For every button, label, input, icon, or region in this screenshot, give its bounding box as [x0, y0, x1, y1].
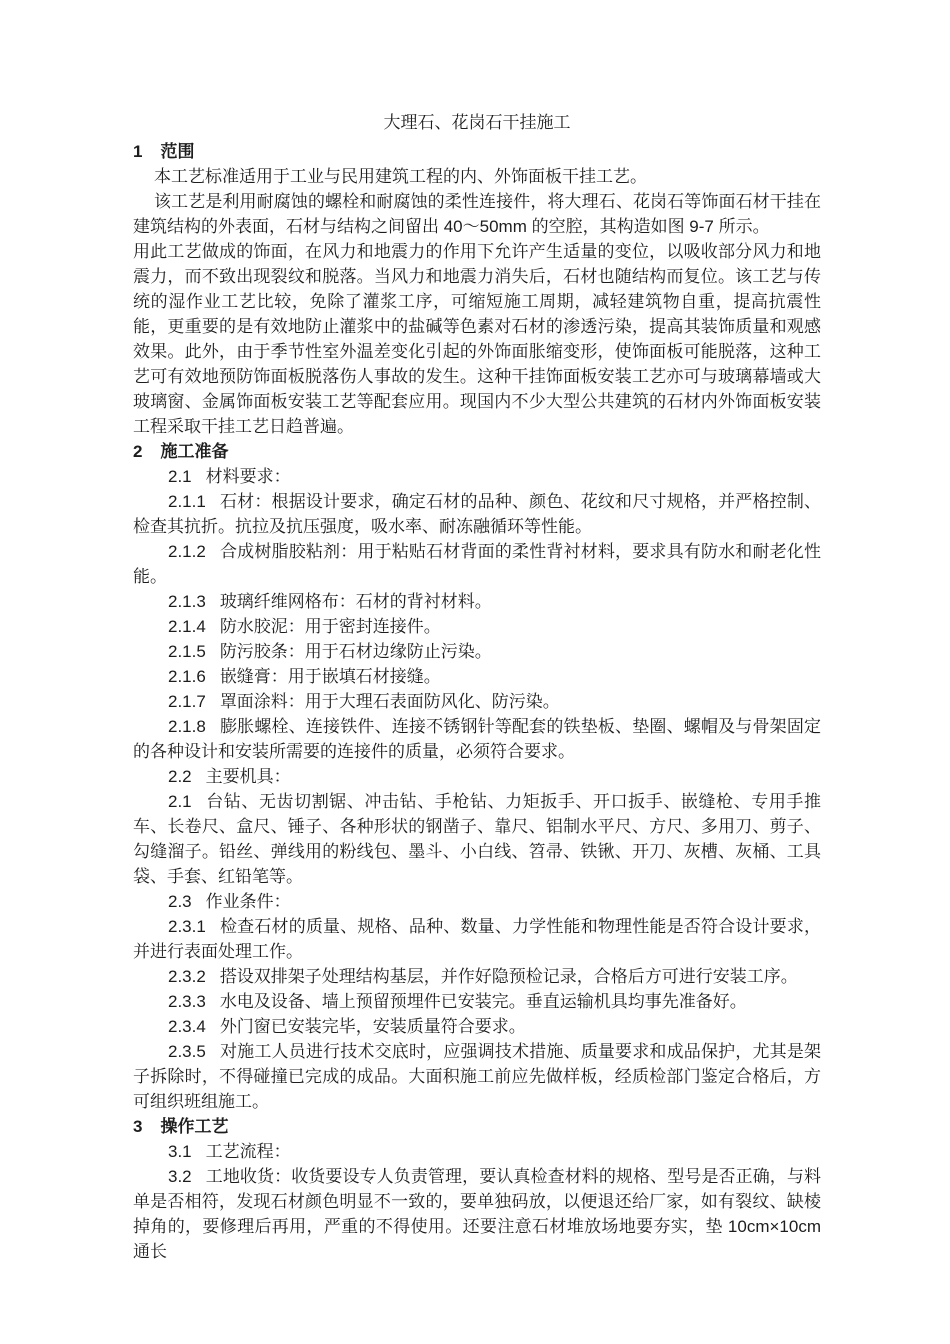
- paragraph: 本工艺标准适用于工业与民用建筑工程的内、外饰面板干挂工艺。: [154, 167, 647, 186]
- item-number: 2.1.4: [168, 617, 206, 636]
- section-heading-text: 施工准备: [160, 442, 229, 461]
- item-text: 石材：根据设计要求，确定石材的品种、颜色、花纹和尺寸规格，并严格控制、检查其抗折。抗拉及抗压强度，吸水率、耐冻融循环等性能。: [133, 492, 821, 536]
- item-text: 工地收货：收货要设专人负责管理，要认真检查材料的规格、型号是否正确，与料单是否相符，发现石材颜色明显不一致的，要单独码放，以便退还给厂家，如有裂纹、缺棱掉角的，要修理后再用，严重的不得使用。还要注意石材堆放场地要夯实，垫 10cm×10cm 通长: [133, 1167, 821, 1261]
- section-heading-text: 操作工艺: [160, 1117, 229, 1136]
- numbered-item: [133, 639, 821, 664]
- item-number: 2.2: [168, 767, 192, 786]
- item-number: 2.3.4: [168, 1017, 206, 1036]
- item-text: 合成树脂胶粘剂：用于粘贴石材背面的柔性背衬材料，要求具有防水和耐老化性能。: [133, 542, 821, 586]
- numbered-item: [133, 589, 821, 614]
- item-number: 2.3.5: [168, 1042, 206, 1061]
- numbered-item: [133, 914, 821, 964]
- section-heading: [133, 139, 821, 164]
- numbered-item: [133, 1039, 821, 1114]
- numbered-item: [133, 464, 821, 489]
- numbered-item: [133, 714, 821, 764]
- item-text: 水电及设备、墙上预留预埋件已安装完。垂直运输机具均事先准备好。: [219, 992, 747, 1011]
- item-text: 罩面涂料：用于大理石表面防风化、防污染。: [219, 692, 560, 711]
- item-number: 2.1.3: [168, 592, 206, 611]
- item-number: 2.1.6: [168, 667, 206, 686]
- item-number: 2.3: [168, 892, 192, 911]
- document-title: 大理石、花岗石干挂施工: [383, 113, 571, 132]
- item-text: 作业条件：: [205, 892, 291, 911]
- item-number: 2.1.7: [168, 692, 206, 711]
- item-text: 外门窗已安装完毕，安装质量符合要求。: [219, 1017, 526, 1036]
- item-number: 2.3.2: [168, 967, 206, 986]
- item-number: 2.1: [168, 467, 192, 486]
- item-text: 玻璃纤维网格布：石材的背衬材料。: [219, 592, 492, 611]
- item-text: 检查石材的质量、规格、品种、数量、力学性能和物理性能是否符合设计要求，并进行表面处理工作。: [133, 917, 821, 961]
- item-text: 膨胀螺栓、连接铁件、连接不锈钢针等配套的铁垫板、垫圈、螺帽及与骨架固定的各种设计和安装所需要的连接件的质量，必须符合要求。: [133, 717, 821, 761]
- item-number: 2.3.1: [168, 917, 206, 936]
- numbered-item: [133, 1014, 821, 1039]
- item-text: 台钻、无齿切割锯、冲击钻、手枪钻、力矩扳手、开口扳手、嵌缝枪、专用手推车、长卷尺、盒尺、锤子、各种形状的钢凿子、靠尺、铝制水平尺、方尺、多用刀、剪子、勾缝溜子。铅丝、弹线用的粉线包、墨斗、小白线、笤帚、铁锹、开刀、灰槽、灰桶、工具袋、手套、红铅笔等。: [133, 792, 821, 886]
- numbered-item: [133, 1164, 821, 1264]
- numbered-item: [133, 964, 821, 989]
- numbered-item: [133, 789, 821, 889]
- item-number: 3.1: [168, 1142, 192, 1161]
- section-number: 1: [133, 142, 143, 161]
- section-heading: [133, 1114, 821, 1139]
- paragraph: 该工艺是利用耐腐蚀的螺栓和耐腐蚀的柔性连接件，将大理石、花岗石等饰面石材干挂在建筑结构的外表面，石材与结构之间留出 40～50mm 的空腔，其构造如图 9-7 所示。: [133, 192, 821, 236]
- numbered-item: [133, 689, 821, 714]
- section-heading-text: 范围: [160, 142, 195, 161]
- item-text: 嵌缝膏：用于嵌填石材接缝。: [219, 667, 441, 686]
- item-text: 防污胶条：用于石材边缘防止污染。: [219, 642, 492, 661]
- item-number: 2.1.8: [168, 717, 206, 736]
- section-number: 3: [133, 1117, 143, 1136]
- item-text: 搭设双排架子处理结构基层，并作好隐预检记录，合格后方可进行安装工序。: [219, 967, 798, 986]
- numbered-item: [133, 664, 821, 689]
- item-number: 3.2: [168, 1167, 192, 1186]
- numbered-item: [133, 614, 821, 639]
- numbered-item: [133, 489, 821, 539]
- item-text: 防水胶泥：用于密封连接件。: [219, 617, 441, 636]
- section-heading: [133, 439, 821, 464]
- numbered-item: [133, 764, 821, 789]
- item-text: 工艺流程：: [205, 1142, 291, 1161]
- item-number: 2.1.1: [168, 492, 206, 511]
- item-number: 2.1.5: [168, 642, 206, 661]
- item-number: 2.3.3: [168, 992, 206, 1011]
- numbered-item: [133, 889, 821, 914]
- numbered-item: [133, 539, 821, 589]
- item-text: 材料要求：: [205, 467, 291, 486]
- section-number: 2: [133, 442, 143, 461]
- item-number: 2.1: [168, 792, 192, 811]
- document-body: [133, 110, 821, 1264]
- numbered-item: [133, 989, 821, 1014]
- numbered-item: [133, 1139, 821, 1164]
- item-text: 对施工人员进行技术交底时，应强调技术措施、质量要求和成品保护，尤其是架子拆除时，不得碰撞已完成的成品。大面积施工前应先做样板，经质检部门鉴定合格后，方可组织班组施工。: [133, 1042, 821, 1111]
- item-text: 主要机具：: [205, 767, 291, 786]
- paragraph: 用此工艺做成的饰面，在风力和地震力的作用下允许产生适量的变位，以吸收部分风力和地震力，而不致出现裂纹和脱落。当风力和地震力消失后，石材也随结构而复位。该工艺与传统的湿作业工艺比较，免除了灌浆工序，可缩短施工周期，减轻建筑物自重，提高抗震性能，更重要的是有效地防止灌浆中的盐碱等色素对石材的渗透污染，提高其装饰质量和观感效果。此外，由于季节性室外温差变化引起的外饰面胀缩变形，使饰面板可能脱落，这种工艺可有效地预防饰面板脱落伤人事故的发生。这种干挂饰面板安装工艺亦可与玻璃幕墙或大玻璃窗、金属饰面板安装工艺等配套应用。现国内不少大型公共建筑的石材内外饰面板安装工程采取干挂工艺日趋普遍。: [133, 242, 821, 436]
- item-number: 2.1.2: [168, 542, 206, 561]
